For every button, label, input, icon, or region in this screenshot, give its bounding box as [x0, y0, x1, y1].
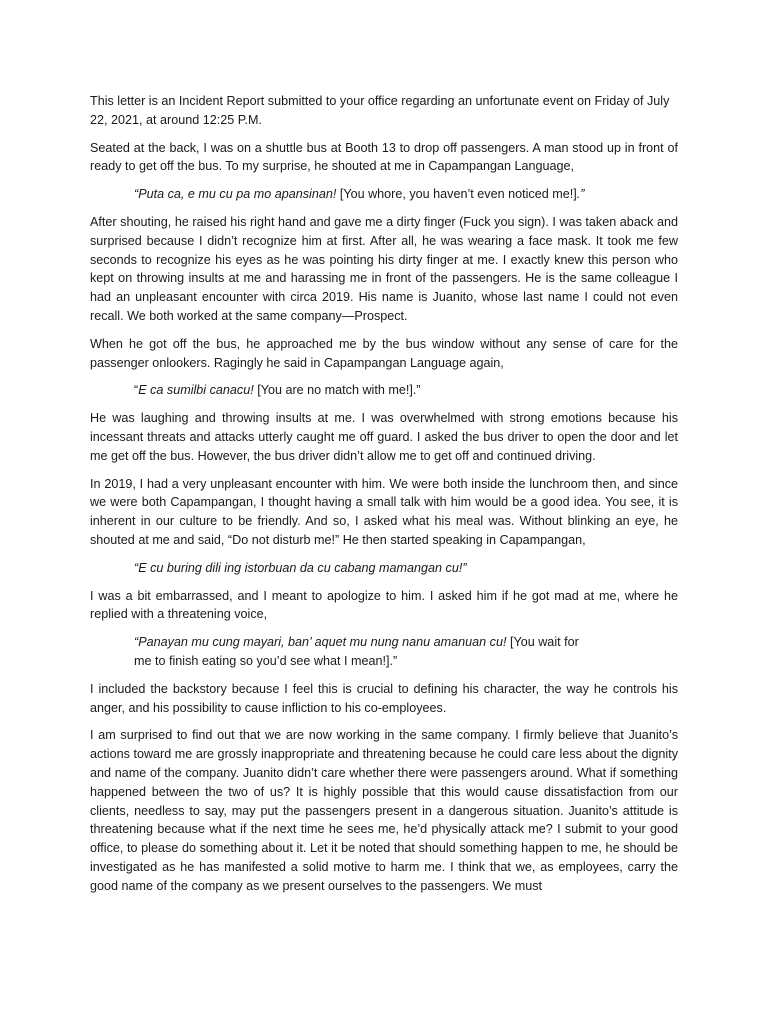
paragraph-conclusion: I am surprised to find out that we are now working in the same company. I firmly believe that Juanito’s actions toward me are grossly inappropriate and threatening because he could care less about the dignity and name of the company. Juanito didn’t care whether there were passengers around. What if something happened between the two of us? It is highly possible that this would cause dissatisfaction from our clients, needless to say, may put the passengers present in a dangerous situation. Juanito’s attitude is threatening because what if the next time he sees me, he’d physically attack me? I submit to your good office, to please do something about it. Let it be noted that should something happen to me, he should be investigated as he has manifested a solid motive to harm me. I think that we, as employees, carry the good name of the company as we present ourselves to the passengers. We must: [90, 728, 678, 893]
quote-capampangan-text: “Panayan mu cung mayari, ban’ aquet mu nung nanu amanuan cu!: [134, 635, 507, 650]
paragraph-overwhelmed: He was laughing and throwing insults at me. I was overwhelmed with strong emotions because his incessant threats and attacks utterly caught me off guard. I asked the bus driver to open the door and let me get off the bus. However, the bus driver didn’t allow me to get off and continued driving.: [90, 411, 678, 463]
quote-open-mark: “: [134, 383, 139, 398]
quote-first-shout: [134, 185, 678, 204]
paragraph-2019-encounter: In 2019, I had a very unpleasant encounter with him. We were both inside the lunchroom then, and since we were both Capampangan, I thought having a small talk with him would be a good idea. You see, it is inherent in our culture to be friendly. And so, I asked what his meal was. Without blinking an eye, he shouted at me and said, “Do not disturb me!” He then started speaking in Capampangan,: [90, 476, 678, 547]
quote-translation-continued: me to finish eating so you’d see what I mean!].”: [134, 653, 398, 668]
paragraph-backstory: I included the backstory because I feel this is crucial to defining his character, the way he controls his anger, and his possibility to cause infliction to his co-employees.: [90, 681, 678, 715]
quote-threat: [134, 633, 678, 671]
document-page: [90, 92, 678, 904]
quote-capampangan-text: Puta ca, e mu cu pa mo apansinan!: [138, 187, 337, 202]
quote-translation: [You whore, you haven’t even noticed me!]: [336, 187, 577, 202]
quote-translation: [You wait for: [506, 635, 579, 650]
paragraph-intro: This letter is an Incident Report submitted to your office regarding an unfortunate event on Friday of July 22, 2021, at around 12:25 P.M.: [90, 94, 670, 127]
quote-translation: [You are no match with me!].”: [253, 383, 421, 398]
paragraph-embarrassed: I was a bit embarrassed, and I meant to apologize to him. I asked him if he got mad at me, where he replied with a threatening voice,: [90, 588, 678, 622]
paragraph-bus-window: When he got off the bus, he approached me by the bus window without any sense of care for the passenger onlookers. Ragingly he said in Capampangan Language again,: [90, 336, 678, 370]
quote-close-mark: .”: [576, 187, 585, 202]
quote-second-shout: [134, 381, 678, 400]
quote-capampangan-text: E ca sumilbi canacu!: [138, 383, 254, 398]
quote-capampangan-text: “E cu buring dili ing istorbuan da cu cabang mamangan cu!”: [134, 560, 467, 575]
paragraph-shuttle-bus: Seated at the back, I was on a shuttle bus at Booth 13 to drop off passengers. A man stood up in front of ready to get off the bus. To my surprise, he shouted at me in Capampangan Language,: [90, 140, 678, 174]
quote-open-mark: “: [134, 187, 139, 202]
quote-lunchroom: [134, 559, 678, 578]
paragraph-dirty-finger: After shouting, he raised his right hand and gave me a dirty finger (Fuck you sign). I was taken aback and surprised because I didn’t recognize him at first. After all, he was wearing a face mask. It took me few seconds to recognize his eyes as he was pointing his dirty finger at me. I exactly knew this person who kept on throwing insults at me and harassing me in front of the passengers. He is the same colleague I had an unpleasant encounter with circa 2019. His name is Juanito, whose last name I could not even recall. We both worked at the same company—Prospect.: [90, 214, 678, 323]
